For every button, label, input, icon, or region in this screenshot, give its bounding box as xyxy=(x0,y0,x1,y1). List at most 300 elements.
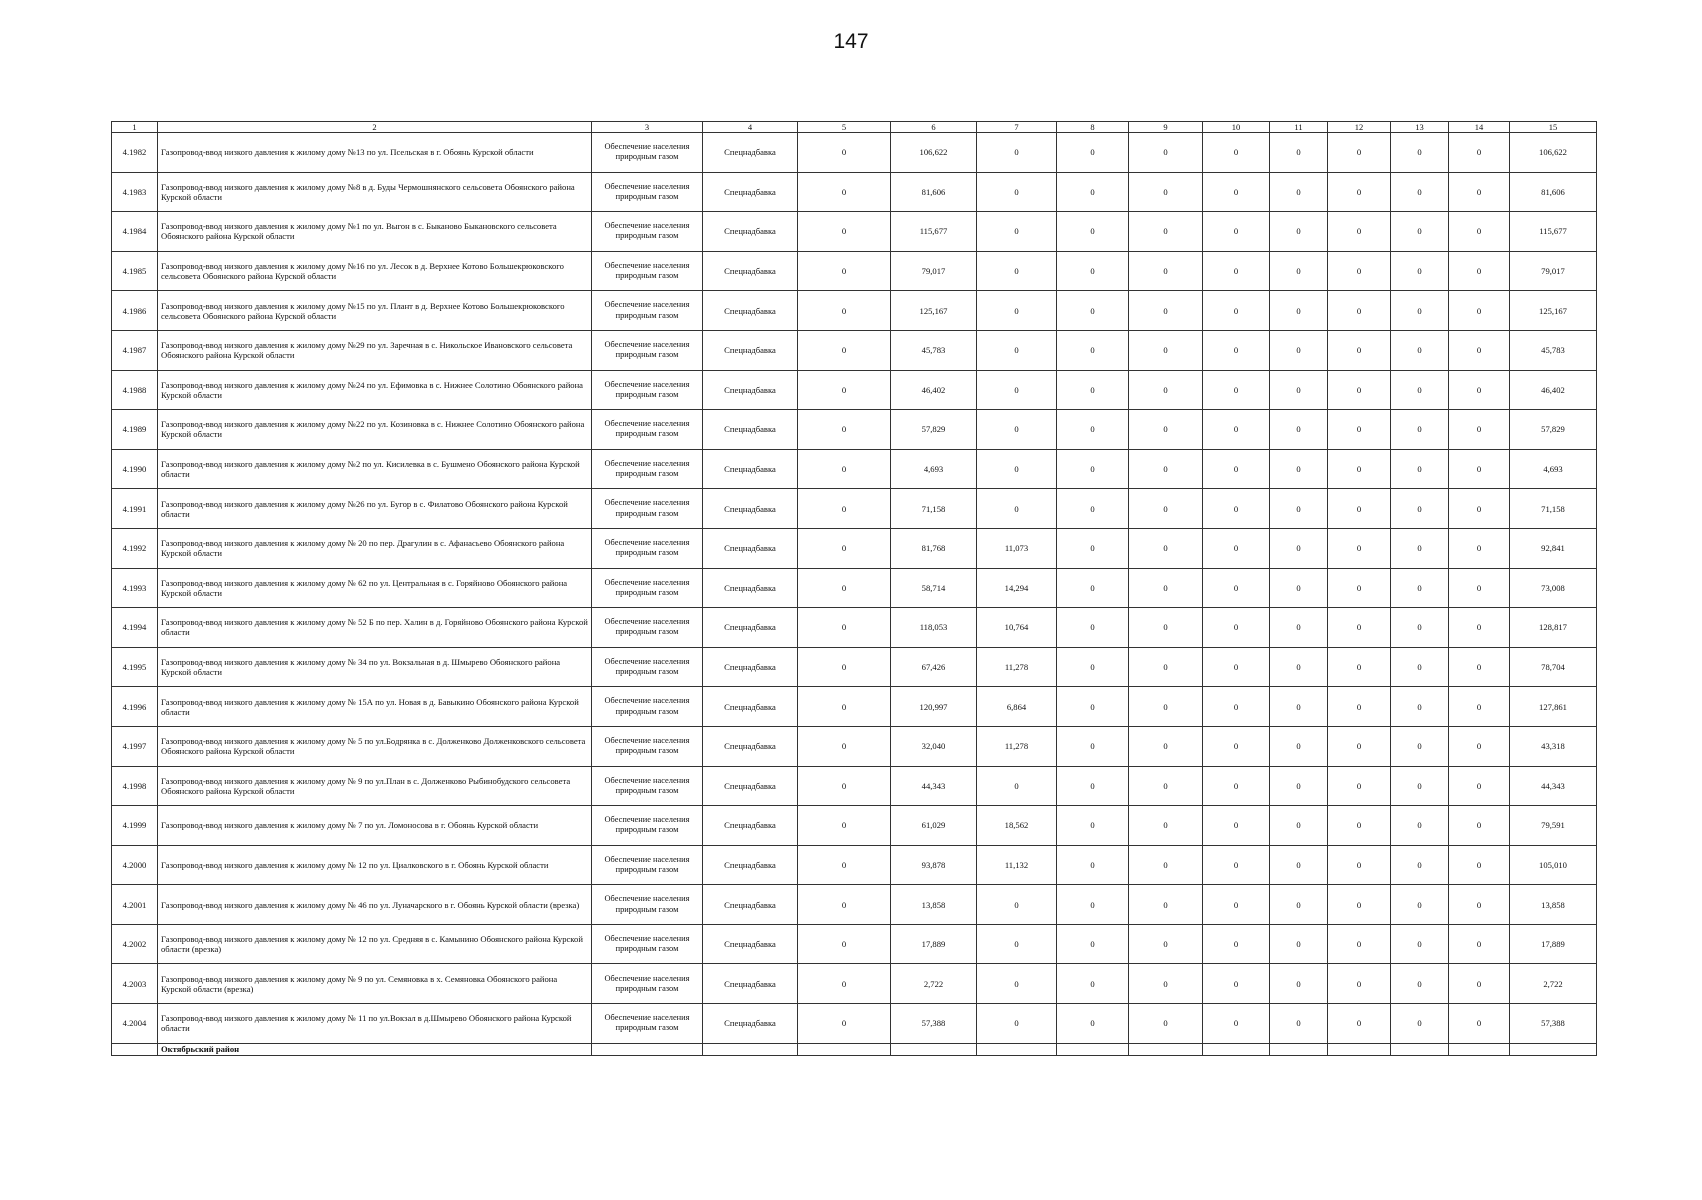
section-empty-cell xyxy=(703,1043,798,1055)
col5-value-cell: 0 xyxy=(798,964,891,1004)
table-row xyxy=(112,885,1597,925)
col9-value-cell: 0 xyxy=(1129,766,1203,806)
col10-value-cell: 0 xyxy=(1203,489,1270,529)
col13-value-cell: 0 xyxy=(1391,608,1449,648)
col11-value-cell: 0 xyxy=(1270,330,1328,370)
funding-source-cell: Спецнадбавка xyxy=(703,1004,798,1044)
table-row xyxy=(112,133,1597,173)
purpose-cell: Обеспечение населения природным газом xyxy=(592,212,703,252)
col9-value-cell: 0 xyxy=(1129,172,1203,212)
object-name-cell: Газопровод-ввод низкого давления к жилому дому № 34 по ул. Вокзальная в д. Шмырево Обоянского района Курской области xyxy=(158,647,592,687)
col11-value-cell: 0 xyxy=(1270,1004,1328,1044)
col5-value-cell: 0 xyxy=(798,489,891,529)
col5-value-cell: 0 xyxy=(798,885,891,925)
total-value-cell: 81,606 xyxy=(1510,172,1597,212)
funding-source-cell: Спецнадбавка xyxy=(703,528,798,568)
col11-value-cell: 0 xyxy=(1270,845,1328,885)
col6-value-cell: 57,388 xyxy=(891,1004,977,1044)
col6-value-cell: 93,878 xyxy=(891,845,977,885)
col13-value-cell: 0 xyxy=(1391,964,1449,1004)
col8-value-cell: 0 xyxy=(1057,766,1129,806)
col5-value-cell: 0 xyxy=(798,568,891,608)
col8-value-cell: 0 xyxy=(1057,410,1129,450)
column-header-7: 7 xyxy=(977,122,1057,133)
object-name-cell: Газопровод-ввод низкого давления к жилому дому №2 по ул. Кисилевка в с. Бушмено Обоянского района Курской области xyxy=(158,449,592,489)
funding-source-cell: Спецнадбавка xyxy=(703,687,798,727)
object-name-cell: Газопровод-ввод низкого давления к жилому дому № 52 Б по пер. Халин в д. Горяйново Обоянского района Курской области xyxy=(158,608,592,648)
col9-value-cell: 0 xyxy=(1129,568,1203,608)
col11-value-cell: 0 xyxy=(1270,172,1328,212)
object-name-cell: Газопровод-ввод низкого давления к жилому дому № 12 по ул. Циалковского в г. Обоянь Курской области xyxy=(158,845,592,885)
col11-value-cell: 0 xyxy=(1270,212,1328,252)
col10-value-cell: 0 xyxy=(1203,845,1270,885)
col11-value-cell: 0 xyxy=(1270,964,1328,1004)
col10-value-cell: 0 xyxy=(1203,924,1270,964)
object-name-cell: Газопровод-ввод низкого давления к жилому дому №16 по ул. Лесок в д. Верхнее Котово Большекрюковского сельсовета Обоянского района Курской области xyxy=(158,251,592,291)
col13-value-cell: 0 xyxy=(1391,885,1449,925)
table-row xyxy=(112,568,1597,608)
table-row xyxy=(112,330,1597,370)
table-row xyxy=(112,212,1597,252)
purpose-cell: Обеспечение населения природным газом xyxy=(592,330,703,370)
col7-value-cell: 0 xyxy=(977,1004,1057,1044)
funding-source-cell: Спецнадбавка xyxy=(703,251,798,291)
col5-value-cell: 0 xyxy=(798,212,891,252)
funding-source-cell: Спецнадбавка xyxy=(703,410,798,450)
total-value-cell: 45,783 xyxy=(1510,330,1597,370)
col5-value-cell: 0 xyxy=(798,1004,891,1044)
col9-value-cell: 0 xyxy=(1129,964,1203,1004)
funding-source-cell: Спецнадбавка xyxy=(703,291,798,331)
col14-value-cell: 0 xyxy=(1449,687,1510,727)
col10-value-cell: 0 xyxy=(1203,806,1270,846)
col12-value-cell: 0 xyxy=(1328,964,1391,1004)
col9-value-cell: 0 xyxy=(1129,291,1203,331)
col13-value-cell: 0 xyxy=(1391,370,1449,410)
col11-value-cell: 0 xyxy=(1270,687,1328,727)
col6-value-cell: 58,714 xyxy=(891,568,977,608)
col10-value-cell: 0 xyxy=(1203,964,1270,1004)
col11-value-cell: 0 xyxy=(1270,410,1328,450)
row-number-cell: 4.1999 xyxy=(112,806,158,846)
purpose-cell: Обеспечение населения природным газом xyxy=(592,845,703,885)
purpose-cell: Обеспечение населения природным газом xyxy=(592,647,703,687)
col7-value-cell: 6,864 xyxy=(977,687,1057,727)
col7-value-cell: 0 xyxy=(977,489,1057,529)
funding-source-cell: Спецнадбавка xyxy=(703,726,798,766)
col11-value-cell: 0 xyxy=(1270,489,1328,529)
col5-value-cell: 0 xyxy=(798,172,891,212)
col10-value-cell: 0 xyxy=(1203,726,1270,766)
col10-value-cell: 0 xyxy=(1203,766,1270,806)
purpose-cell: Обеспечение населения природным газом xyxy=(592,687,703,727)
section-empty-cell xyxy=(1391,1043,1449,1055)
col6-value-cell: 57,829 xyxy=(891,410,977,450)
col8-value-cell: 0 xyxy=(1057,528,1129,568)
section-empty-cell xyxy=(798,1043,891,1055)
col11-value-cell: 0 xyxy=(1270,885,1328,925)
table-row xyxy=(112,806,1597,846)
funding-source-cell: Спецнадбавка xyxy=(703,845,798,885)
col5-value-cell: 0 xyxy=(798,608,891,648)
col6-value-cell: 13,858 xyxy=(891,885,977,925)
funding-source-cell: Спецнадбавка xyxy=(703,608,798,648)
funding-source-cell: Спецнадбавка xyxy=(703,766,798,806)
col9-value-cell: 0 xyxy=(1129,528,1203,568)
col13-value-cell: 0 xyxy=(1391,410,1449,450)
row-number-cell: 4.1991 xyxy=(112,489,158,529)
purpose-cell: Обеспечение населения природным газом xyxy=(592,251,703,291)
col14-value-cell: 0 xyxy=(1449,251,1510,291)
funding-source-cell: Спецнадбавка xyxy=(703,330,798,370)
row-number-cell: 4.1989 xyxy=(112,410,158,450)
row-number-cell: 4.1990 xyxy=(112,449,158,489)
section-empty-cell xyxy=(1270,1043,1328,1055)
col12-value-cell: 0 xyxy=(1328,687,1391,727)
object-name-cell: Газопровод-ввод низкого давления к жилому дому № 7 по ул. Ломоносова в г. Обоянь Курской области xyxy=(158,806,592,846)
col5-value-cell: 0 xyxy=(798,410,891,450)
col13-value-cell: 0 xyxy=(1391,1004,1449,1044)
col12-value-cell: 0 xyxy=(1328,410,1391,450)
col6-value-cell: 106,622 xyxy=(891,133,977,173)
col8-value-cell: 0 xyxy=(1057,251,1129,291)
col13-value-cell: 0 xyxy=(1391,251,1449,291)
col10-value-cell: 0 xyxy=(1203,687,1270,727)
col5-value-cell: 0 xyxy=(798,330,891,370)
col12-value-cell: 0 xyxy=(1328,1004,1391,1044)
funding-source-cell: Спецнадбавка xyxy=(703,568,798,608)
col10-value-cell: 0 xyxy=(1203,251,1270,291)
object-name-cell: Газопровод-ввод низкого давления к жилому дому №8 в д. Буды Чермошнянского сельсовета Обоянского района Курской области xyxy=(158,172,592,212)
col7-value-cell: 11,278 xyxy=(977,647,1057,687)
col11-value-cell: 0 xyxy=(1270,133,1328,173)
col11-value-cell: 0 xyxy=(1270,568,1328,608)
col10-value-cell: 0 xyxy=(1203,885,1270,925)
col9-value-cell: 0 xyxy=(1129,330,1203,370)
col14-value-cell: 0 xyxy=(1449,291,1510,331)
col7-value-cell: 11,073 xyxy=(977,528,1057,568)
table-row xyxy=(112,489,1597,529)
object-name-cell: Газопровод-ввод низкого давления к жилому дому №29 по ул. Заречная в с. Никольское Ивановского сельсовета Обоянского района Курской области xyxy=(158,330,592,370)
section-empty-cell xyxy=(1203,1043,1270,1055)
col11-value-cell: 0 xyxy=(1270,647,1328,687)
column-header-3: 3 xyxy=(592,122,703,133)
column-header-8: 8 xyxy=(1057,122,1129,133)
column-header-11: 11 xyxy=(1270,122,1328,133)
column-header-15: 15 xyxy=(1510,122,1597,133)
col6-value-cell: 81,768 xyxy=(891,528,977,568)
col5-value-cell: 0 xyxy=(798,647,891,687)
col6-value-cell: 71,158 xyxy=(891,489,977,529)
purpose-cell: Обеспечение населения природным газом xyxy=(592,806,703,846)
col13-value-cell: 0 xyxy=(1391,172,1449,212)
table-row xyxy=(112,370,1597,410)
col14-value-cell: 0 xyxy=(1449,449,1510,489)
table-row xyxy=(112,291,1597,331)
object-name-cell: Газопровод-ввод низкого давления к жилому дому №15 по ул. Плант в д. Верхнее Котово Большекрюковского сельсовета Обоянского района Курской области xyxy=(158,291,592,331)
col13-value-cell: 0 xyxy=(1391,133,1449,173)
col12-value-cell: 0 xyxy=(1328,449,1391,489)
col13-value-cell: 0 xyxy=(1391,766,1449,806)
col9-value-cell: 0 xyxy=(1129,489,1203,529)
col13-value-cell: 0 xyxy=(1391,291,1449,331)
col9-value-cell: 0 xyxy=(1129,806,1203,846)
column-header-5: 5 xyxy=(798,122,891,133)
col5-value-cell: 0 xyxy=(798,766,891,806)
column-header-1: 1 xyxy=(112,122,158,133)
col9-value-cell: 0 xyxy=(1129,924,1203,964)
purpose-cell: Обеспечение населения природным газом xyxy=(592,964,703,1004)
purpose-cell: Обеспечение населения природным газом xyxy=(592,528,703,568)
col11-value-cell: 0 xyxy=(1270,449,1328,489)
funding-source-cell: Спецнадбавка xyxy=(703,885,798,925)
column-header-6: 6 xyxy=(891,122,977,133)
col5-value-cell: 0 xyxy=(798,251,891,291)
object-name-cell: Газопровод-ввод низкого давления к жилому дому №22 по ул. Козиновка в с. Нижнее Солотино Обоянского района Курской области xyxy=(158,410,592,450)
table-row xyxy=(112,172,1597,212)
col9-value-cell: 0 xyxy=(1129,212,1203,252)
table-row xyxy=(112,687,1597,727)
table-row xyxy=(112,924,1597,964)
column-header-14: 14 xyxy=(1449,122,1510,133)
col8-value-cell: 0 xyxy=(1057,291,1129,331)
col9-value-cell: 0 xyxy=(1129,608,1203,648)
col7-value-cell: 14,294 xyxy=(977,568,1057,608)
col11-value-cell: 0 xyxy=(1270,726,1328,766)
col6-value-cell: 32,040 xyxy=(891,726,977,766)
row-number-cell: 4.1985 xyxy=(112,251,158,291)
funding-source-cell: Спецнадбавка xyxy=(703,489,798,529)
col7-value-cell: 0 xyxy=(977,449,1057,489)
col7-value-cell: 0 xyxy=(977,964,1057,1004)
col14-value-cell: 0 xyxy=(1449,370,1510,410)
col7-value-cell: 11,278 xyxy=(977,726,1057,766)
col13-value-cell: 0 xyxy=(1391,806,1449,846)
col14-value-cell: 0 xyxy=(1449,647,1510,687)
col7-value-cell: 0 xyxy=(977,766,1057,806)
table-row xyxy=(112,528,1597,568)
total-value-cell: 43,318 xyxy=(1510,726,1597,766)
total-value-cell: 128,817 xyxy=(1510,608,1597,648)
col5-value-cell: 0 xyxy=(798,291,891,331)
col9-value-cell: 0 xyxy=(1129,251,1203,291)
purpose-cell: Обеспечение населения природным газом xyxy=(592,766,703,806)
col8-value-cell: 0 xyxy=(1057,885,1129,925)
row-number-cell: 4.1988 xyxy=(112,370,158,410)
funding-source-cell: Спецнадбавка xyxy=(703,212,798,252)
purpose-cell: Обеспечение населения природным газом xyxy=(592,726,703,766)
col14-value-cell: 0 xyxy=(1449,133,1510,173)
col14-value-cell: 0 xyxy=(1449,964,1510,1004)
table-row xyxy=(112,766,1597,806)
row-number-cell: 4.1982 xyxy=(112,133,158,173)
col13-value-cell: 0 xyxy=(1391,726,1449,766)
total-value-cell: 79,591 xyxy=(1510,806,1597,846)
column-header-2: 2 xyxy=(158,122,592,133)
object-name-cell: Газопровод-ввод низкого давления к жилому дому № 9 по ул. Семяновка в х. Семяновка Обоянского района Курской области (врезка) xyxy=(158,964,592,1004)
purpose-cell: Обеспечение населения природным газом xyxy=(592,489,703,529)
col14-value-cell: 0 xyxy=(1449,924,1510,964)
funding-source-cell: Спецнадбавка xyxy=(703,449,798,489)
col7-value-cell: 0 xyxy=(977,251,1057,291)
col14-value-cell: 0 xyxy=(1449,212,1510,252)
col10-value-cell: 0 xyxy=(1203,647,1270,687)
col10-value-cell: 0 xyxy=(1203,291,1270,331)
section-empty-cell xyxy=(592,1043,703,1055)
purpose-cell: Обеспечение населения природным газом xyxy=(592,172,703,212)
purpose-cell: Обеспечение населения природным газом xyxy=(592,568,703,608)
col9-value-cell: 0 xyxy=(1129,647,1203,687)
col5-value-cell: 0 xyxy=(798,528,891,568)
col13-value-cell: 0 xyxy=(1391,489,1449,529)
col12-value-cell: 0 xyxy=(1328,924,1391,964)
funding-source-cell: Спецнадбавка xyxy=(703,370,798,410)
col10-value-cell: 0 xyxy=(1203,370,1270,410)
col5-value-cell: 0 xyxy=(798,806,891,846)
purpose-cell: Обеспечение населения природным газом xyxy=(592,885,703,925)
col11-value-cell: 0 xyxy=(1270,291,1328,331)
row-number-cell: 4.2003 xyxy=(112,964,158,1004)
col8-value-cell: 0 xyxy=(1057,489,1129,529)
object-name-cell: Газопровод-ввод низкого давления к жилому дому № 62 по ул. Центральная в с. Горяйново Обоянского района Курской области xyxy=(158,568,592,608)
col8-value-cell: 0 xyxy=(1057,687,1129,727)
row-number-cell: 4.1984 xyxy=(112,212,158,252)
purpose-cell: Обеспечение населения природным газом xyxy=(592,1004,703,1044)
col9-value-cell: 0 xyxy=(1129,687,1203,727)
section-empty-cell xyxy=(977,1043,1057,1055)
col12-value-cell: 0 xyxy=(1328,647,1391,687)
col14-value-cell: 0 xyxy=(1449,528,1510,568)
object-name-cell: Газопровод-ввод низкого давления к жилому дому № 15А по ул. Новая в д. Бавыкино Обоянского района Курской области xyxy=(158,687,592,727)
col9-value-cell: 0 xyxy=(1129,726,1203,766)
total-value-cell: 71,158 xyxy=(1510,489,1597,529)
col14-value-cell: 0 xyxy=(1449,766,1510,806)
section-empty-cell xyxy=(1328,1043,1391,1055)
object-name-cell: Газопровод-ввод низкого давления к жилому дому № 46 по ул. Луначарского в г. Обоянь Курской области (врезка) xyxy=(158,885,592,925)
purpose-cell: Обеспечение населения природным газом xyxy=(592,924,703,964)
table-row xyxy=(112,726,1597,766)
total-value-cell: 106,622 xyxy=(1510,133,1597,173)
row-number-cell: 4.2000 xyxy=(112,845,158,885)
col9-value-cell: 0 xyxy=(1129,370,1203,410)
total-value-cell: 46,402 xyxy=(1510,370,1597,410)
col7-value-cell: 18,562 xyxy=(977,806,1057,846)
table-header-row xyxy=(112,122,1597,133)
total-value-cell: 92,841 xyxy=(1510,528,1597,568)
col14-value-cell: 0 xyxy=(1449,489,1510,529)
row-number-cell: 4.2001 xyxy=(112,885,158,925)
table-row xyxy=(112,845,1597,885)
col11-value-cell: 0 xyxy=(1270,806,1328,846)
col9-value-cell: 0 xyxy=(1129,885,1203,925)
col14-value-cell: 0 xyxy=(1449,608,1510,648)
page-number: 147 xyxy=(833,30,869,53)
data-table-container xyxy=(111,121,1596,1056)
col11-value-cell: 0 xyxy=(1270,251,1328,291)
total-value-cell: 17,889 xyxy=(1510,924,1597,964)
table-body xyxy=(112,133,1597,1056)
column-header-4: 4 xyxy=(703,122,798,133)
column-header-9: 9 xyxy=(1129,122,1203,133)
section-empty-cell xyxy=(1510,1043,1597,1055)
col10-value-cell: 0 xyxy=(1203,410,1270,450)
col12-value-cell: 0 xyxy=(1328,370,1391,410)
col8-value-cell: 0 xyxy=(1057,964,1129,1004)
col11-value-cell: 0 xyxy=(1270,924,1328,964)
data-table xyxy=(111,121,1597,1056)
funding-source-cell: Спецнадбавка xyxy=(703,647,798,687)
purpose-cell: Обеспечение населения природным газом xyxy=(592,410,703,450)
col12-value-cell: 0 xyxy=(1328,726,1391,766)
object-name-cell: Газопровод-ввод низкого давления к жилому дому № 11 по ул.Вокзал в д.Шмырево Обоянского района Курской области xyxy=(158,1004,592,1044)
table-row xyxy=(112,410,1597,450)
col5-value-cell: 0 xyxy=(798,449,891,489)
col11-value-cell: 0 xyxy=(1270,370,1328,410)
object-name-cell: Газопровод-ввод низкого давления к жилому дому № 9 по ул.План в с. Долженково Рыбинобудского сельсовета Обоянского района Курской области xyxy=(158,766,592,806)
col6-value-cell: 67,426 xyxy=(891,647,977,687)
section-empty-cell xyxy=(112,1043,158,1055)
col10-value-cell: 0 xyxy=(1203,172,1270,212)
purpose-cell: Обеспечение населения природным газом xyxy=(592,133,703,173)
col13-value-cell: 0 xyxy=(1391,924,1449,964)
row-number-cell: 4.1983 xyxy=(112,172,158,212)
col12-value-cell: 0 xyxy=(1328,489,1391,529)
total-value-cell: 115,677 xyxy=(1510,212,1597,252)
col10-value-cell: 0 xyxy=(1203,330,1270,370)
total-value-cell: 73,008 xyxy=(1510,568,1597,608)
col7-value-cell: 0 xyxy=(977,370,1057,410)
table-row xyxy=(112,608,1597,648)
row-number-cell: 4.2002 xyxy=(112,924,158,964)
col14-value-cell: 0 xyxy=(1449,885,1510,925)
col12-value-cell: 0 xyxy=(1328,806,1391,846)
col6-value-cell: 120,997 xyxy=(891,687,977,727)
section-empty-cell xyxy=(1449,1043,1510,1055)
object-name-cell: Газопровод-ввод низкого давления к жилому дому №26 по ул. Бугор в с. Филатово Обоянского района Курской области xyxy=(158,489,592,529)
col6-value-cell: 125,167 xyxy=(891,291,977,331)
col5-value-cell: 0 xyxy=(798,370,891,410)
funding-source-cell: Спецнадбавка xyxy=(703,133,798,173)
col14-value-cell: 0 xyxy=(1449,726,1510,766)
table-row xyxy=(112,1004,1597,1044)
col7-value-cell: 0 xyxy=(977,172,1057,212)
col12-value-cell: 0 xyxy=(1328,330,1391,370)
col12-value-cell: 0 xyxy=(1328,212,1391,252)
purpose-cell: Обеспечение населения природным газом xyxy=(592,291,703,331)
col12-value-cell: 0 xyxy=(1328,608,1391,648)
col5-value-cell: 0 xyxy=(798,924,891,964)
col7-value-cell: 0 xyxy=(977,924,1057,964)
total-value-cell: 105,010 xyxy=(1510,845,1597,885)
col10-value-cell: 0 xyxy=(1203,1004,1270,1044)
col13-value-cell: 0 xyxy=(1391,568,1449,608)
row-number-cell: 4.1998 xyxy=(112,766,158,806)
col7-value-cell: 0 xyxy=(977,410,1057,450)
col13-value-cell: 0 xyxy=(1391,845,1449,885)
col12-value-cell: 0 xyxy=(1328,291,1391,331)
col5-value-cell: 0 xyxy=(798,133,891,173)
col12-value-cell: 0 xyxy=(1328,133,1391,173)
col11-value-cell: 0 xyxy=(1270,608,1328,648)
section-row xyxy=(112,1043,1597,1055)
col8-value-cell: 0 xyxy=(1057,1004,1129,1044)
col6-value-cell: 4,693 xyxy=(891,449,977,489)
col5-value-cell: 0 xyxy=(798,726,891,766)
col10-value-cell: 0 xyxy=(1203,133,1270,173)
col11-value-cell: 0 xyxy=(1270,528,1328,568)
object-name-cell: Газопровод-ввод низкого давления к жилому дому № 5 по ул.Бодрянка в с. Долженково Долженковского сельсовета Обоянского района Курской области xyxy=(158,726,592,766)
col14-value-cell: 0 xyxy=(1449,845,1510,885)
